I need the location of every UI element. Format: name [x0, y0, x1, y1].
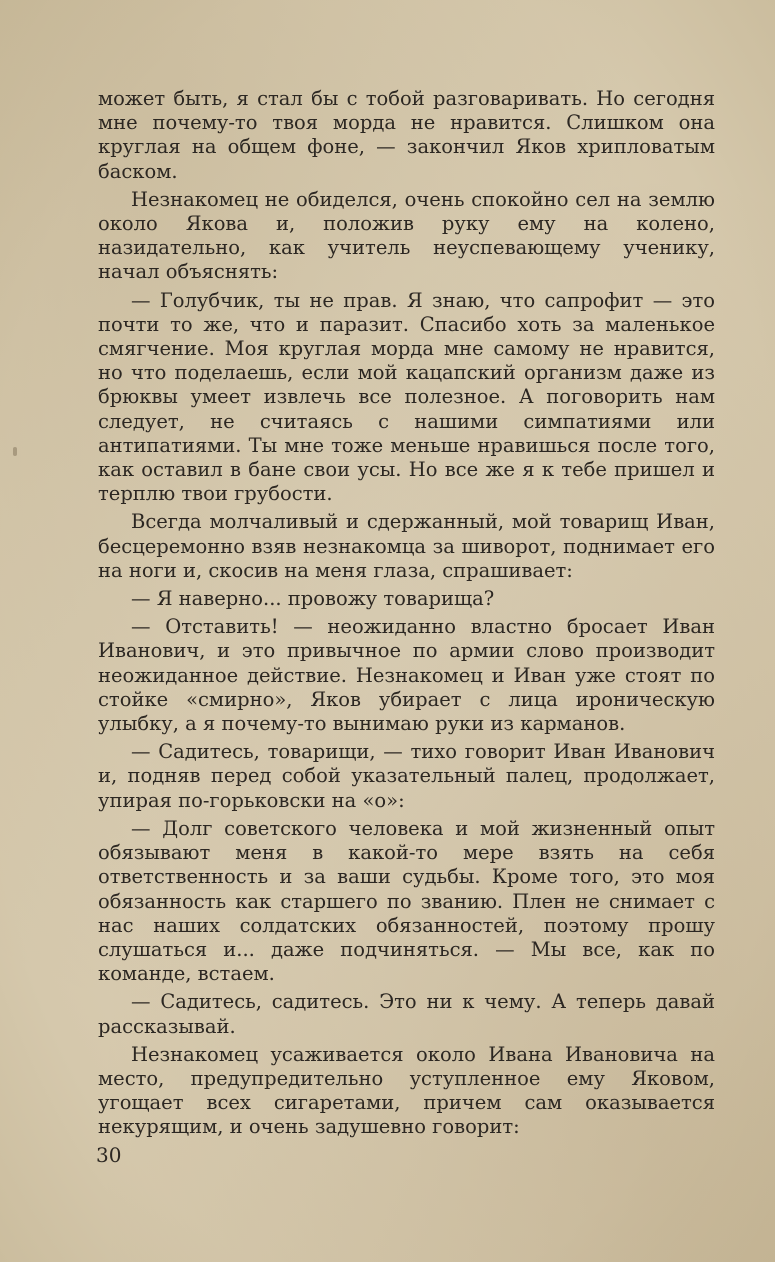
- paragraph: Всегда молчаливый и сдержанный, мой товарищ Иван, бесцеремонно взяв незнакомца за шиворот, поднимает его на ноги и, скосив на меня глаза, спрашивает:: [98, 510, 715, 582]
- page-number: 30: [96, 1143, 122, 1167]
- paragraph: — Садитесь, садитесь. Это ни к чему. А теперь давай рассказывай.: [98, 990, 715, 1038]
- paragraph: — Голубчик, ты не прав. Я знаю, что сапрофит — это почти то же, что и паразит. Спасибо хоть за маленькое смягчение. Моя круглая морда мне самому не нравится, но что поделаешь, если мой кацапский организм даже из брюквы умеет извлечь все полезное. А поговорить нам следует, не считаясь с нашими симпатиями или антипатиями. Ты мне тоже меньше нравишься после того, как оставил в бане свои усы. Но все же я к тебе пришел и терплю твои грубости.: [98, 288, 715, 506]
- paragraph: Незнакомец не обиделся, очень спокойно сел на землю около Якова и, положив руку ему на колено, назидательно, как учитель неуспевающему ученику, начал объяснять:: [98, 187, 715, 284]
- paragraph: может быть, я стал бы с тобой разговаривать. Но сегодня мне почему-то твоя морда не нравится. Слишком она круглая на общем фоне, — закончил Яков хрипловатым баском.: [98, 87, 715, 183]
- body-text: [98, 87, 715, 1140]
- page-speck: [13, 447, 17, 456]
- paragraph: Незнакомец усаживается около Ивана Ивановича на место, предупредительно уступленное ему Яковом, угощает всех сигаретами, причем сам оказывается некурящим, и очень задушевно говорит:: [98, 1042, 715, 1139]
- paragraph: — Отставить! — неожиданно властно бросает Иван Иванович, и это привычное по армии слово производит неожиданное действие. Незнакомец и Иван уже стоят по стойке «смирно», Яков убирает с лица ироническую улыбку, а я почему-то вынимаю руки из карманов.: [98, 615, 715, 736]
- paragraph: — Долг советского человека и мой жизненный опыт обязывают меня в какой-то мере взять на себя ответственность и за ваши судьбы. Кроме того, это моя обязанность как старшего по званию. Плен не снимает с нас наших солдатских обязанностей, поэтому прошу слушаться и... даже подчиняться. — Мы все, как по команде, встаем.: [98, 816, 715, 986]
- paragraph: — Я наверно... провожу товарища?: [131, 587, 495, 611]
- paragraph: — Садитесь, товарищи, — тихо говорит Иван Иванович и, подняв перед собой указательный палец, продолжает, упирая по-горьковски на «о»:: [98, 740, 715, 812]
